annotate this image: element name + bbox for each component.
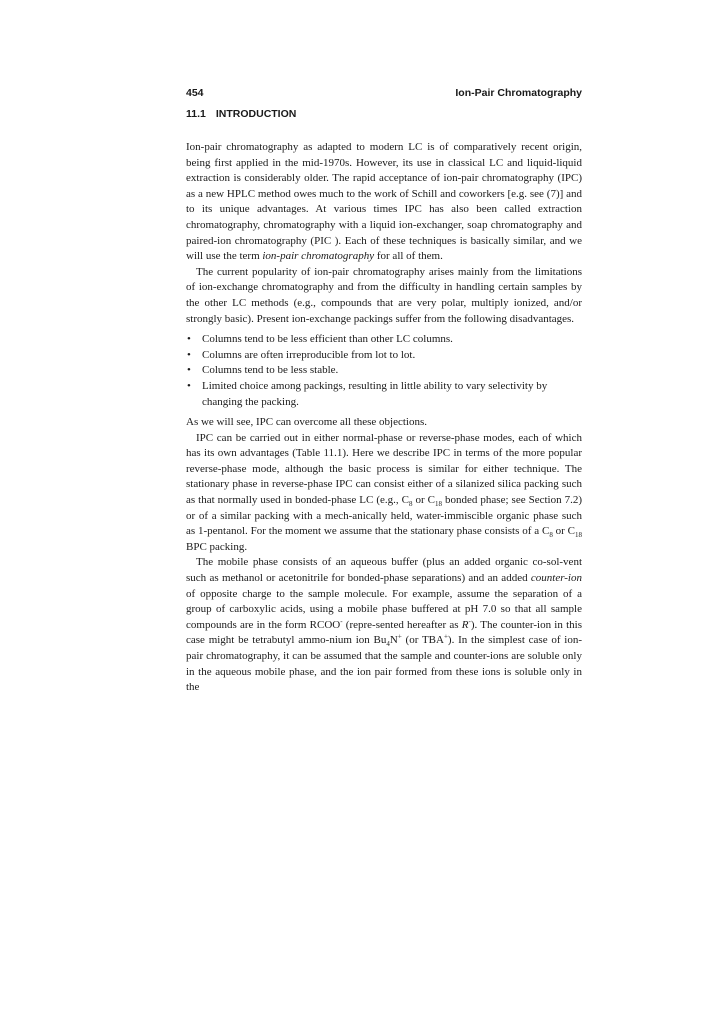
superscript: - <box>340 617 343 626</box>
subscript: 18 <box>575 531 582 540</box>
list-item <box>186 332 582 348</box>
paragraph-text: The mobile phase consists of an aqueous buffer (plus an added organic co-sol-vent such as methanol or acetonitrile for bonded-phase separations) and an added <box>186 556 582 585</box>
superscript: - <box>468 617 471 626</box>
paragraph-3: As we will see, IPC can overcome all these objections. <box>186 416 428 429</box>
section-title: INTRODUCTION <box>215 108 297 120</box>
list-item-text: Columns tend to be less efficient than other LC columns. <box>202 333 453 346</box>
subscript: 18 <box>435 500 443 509</box>
disadvantages-list <box>186 332 582 410</box>
list-item <box>186 363 582 379</box>
section-number: 11.1 <box>186 108 206 120</box>
page-number: 454 <box>186 87 204 99</box>
subscript: 4 <box>386 640 390 649</box>
paragraph-text: bonded phase; see Section 7.2) or of a similar packing with a mech-anically held, water-immiscible organic phase such as 1-pentanol. For the moment we assume that the stationary phase consists of a C <box>186 494 583 538</box>
paragraph-5 <box>186 555 582 695</box>
page-content <box>186 86 582 696</box>
running-header <box>186 86 582 100</box>
paragraph-1 <box>186 140 582 265</box>
running-title: Ion-Pair Chromatography <box>455 87 582 99</box>
bullet-icon: • <box>187 348 191 361</box>
paragraph-text: ). In the simplest case of ion-pair chromatography, it can be assumed that the sample and counter-ions are soluble only in the aqueous mobile phase, and the ion pair formed from these ions is soluble only in the <box>186 634 583 694</box>
paragraph-text: BPC packing. <box>186 540 248 553</box>
paragraph-2: The current popularity of ion-pair chromatography arises mainly from the limitations of ion-exchange chromatography and from the difficulty in handling certain samples by the other LC methods (e.g., compounds that are very polar, multiply ionized, and/or strongly basic). Present ion-exchange packings suffer from the following disadvantages. <box>186 265 582 325</box>
list-item-text: Limited choice among packings, resulting in little ability to vary selectivity by changing the packing. <box>202 379 548 408</box>
superscript: + <box>443 632 448 641</box>
subscript: 8 <box>408 500 413 509</box>
paragraph-text: for all of them. <box>374 250 443 263</box>
paragraph-text: (or TBA <box>401 634 444 647</box>
list-item-text: Columns are often irreproducible from lot to lot. <box>202 348 416 361</box>
paragraph-text: Ion-pair chromatography as adapted to modern LC is of comparatively recent origin, being first applied in the mid-1970s. However, its use in classical LC and liquid-liquid extraction is considerably older. The rapid acceptance of ion-pair chromatography (IPC) as a new HPLC method owes much to the work of Schill and coworkers [e.g. see (7)] and to its unique advantages. At various times IPC has also been called extraction chromatography, chromatography with a liquid ion-exchanger, soap chromatography and paired-ion chromatography (PIC ). Each of these techniques is basically similar, and we will use the term <box>186 141 582 263</box>
paragraph-text: or C <box>412 494 436 507</box>
paragraph-text: N <box>389 634 398 647</box>
italic-term: ion-pair chromatography <box>262 250 375 263</box>
paragraph-text: or C <box>552 525 575 538</box>
bullet-icon: • <box>187 364 191 377</box>
bullet-icon: • <box>187 379 191 392</box>
paragraph-text: IPC can be carried out in either normal-phase or reverse-phase modes, each of which has its own advantages (Table 11.1). Here we describe IPC in terms of the more popular reverse-phase mode, although the basic process is similar for either technique. The stationary phase in reverse-phase IPC can consist either of a silanized silica packing such as that normally used in bonded-phase LC (e.g., C <box>186 431 582 507</box>
italic-term: R <box>461 618 469 631</box>
paragraph-4 <box>186 431 582 556</box>
bullet-icon: • <box>187 333 191 346</box>
section-heading <box>186 107 582 121</box>
list-item <box>186 379 582 410</box>
subscript: 8 <box>549 531 553 540</box>
list-item-text: Columns tend to be less stable. <box>202 364 339 377</box>
list-item <box>186 348 582 364</box>
paragraph-text: ). The counter-ion in this case might be tetrabutyl ammo-nium ion Bu <box>186 618 582 647</box>
italic-term: counter-ion <box>530 572 582 585</box>
paragraph-text: of opposite charge to the sample molecule. For example, assume the separation of a group of carboxylic acids, using a mobile phase buffered at pH 7.0 so that all sample compounds are in the form RCOO <box>186 587 582 631</box>
superscript: + <box>397 632 402 641</box>
paragraph-text: (repre-sented hereafter as <box>342 618 462 631</box>
